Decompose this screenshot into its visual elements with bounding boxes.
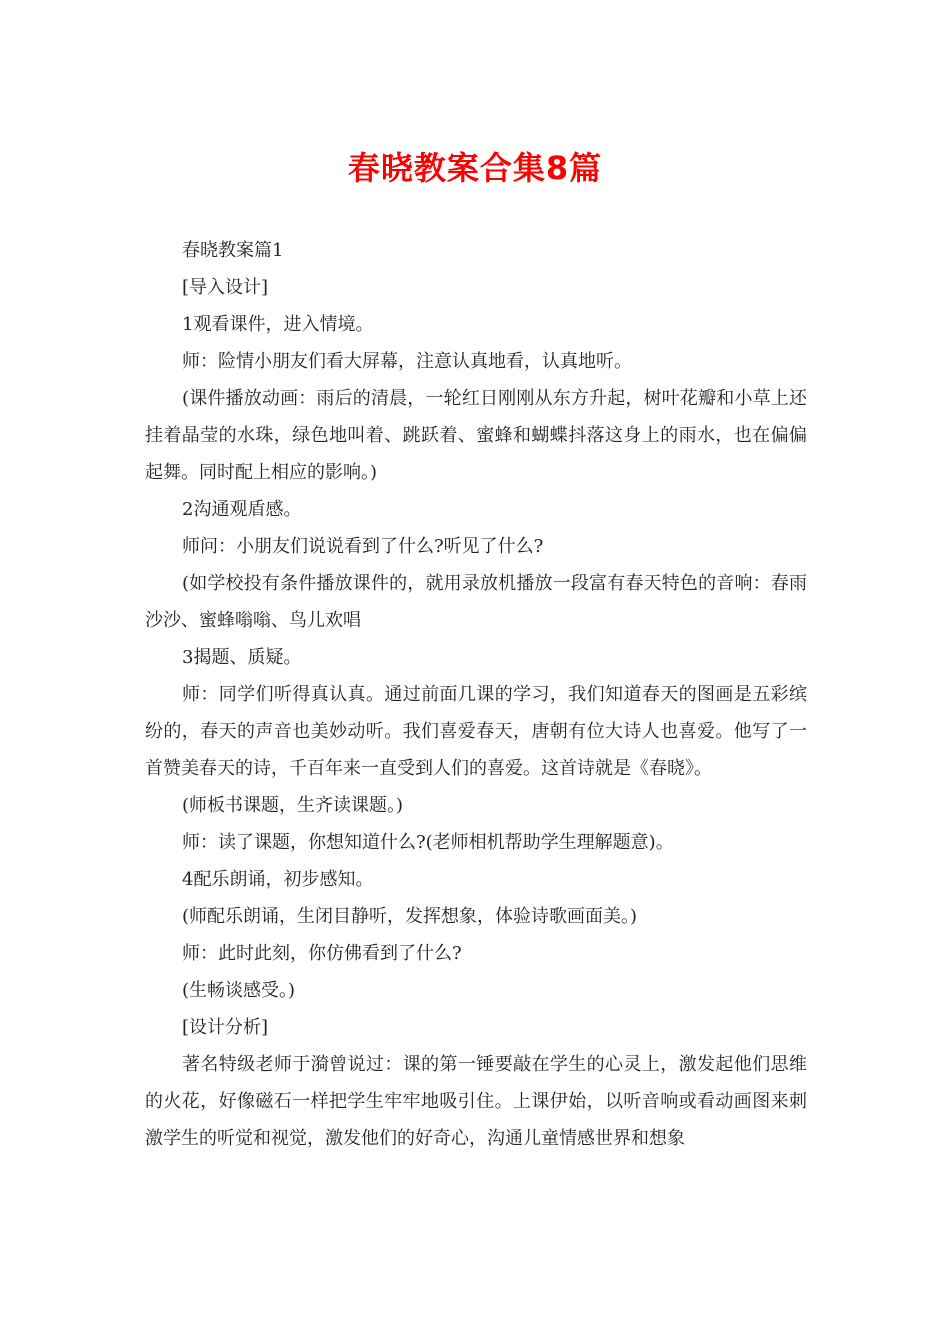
paragraph: (师配乐朗诵，生闭目静听，发挥想象，体验诗歌画面美。) xyxy=(182,906,638,927)
paragraph: 师问：小朋友们说说看到了什么?听见了什么? xyxy=(182,536,544,557)
paragraph: 师：险情小朋友们看大屏幕，注意认真地看，认真地听。 xyxy=(182,351,632,372)
paragraph: (如学校投有条件播放课件的，就用录放机播放一段富有春天特色的音响：春雨沙沙、蜜蜂嗡嗡、鸟儿欢唱 xyxy=(145,573,807,631)
paragraph: (师板书课题，生齐读课题。) xyxy=(182,795,404,816)
section-heading: 春晓教案篇1 xyxy=(182,240,284,261)
paragraph: 师：此时此刻，你仿佛看到了什么? xyxy=(182,943,462,964)
paragraph: 3揭题、质疑。 xyxy=(182,647,302,668)
paragraph: 师：同学们听得真认真。通过前面几课的学习，我们知道春天的图画是五彩缤纷的，春天的声音也美妙动听。我们喜爱春天，唐朝有位大诗人也喜爱。他写了一首赞美春天的诗，千百年来一直受到人们的喜爱。这首诗就是《春晓》。 xyxy=(145,684,807,779)
document-title: 春晓教案合集8篇 xyxy=(347,149,603,187)
paragraph: (课件播放动画：雨后的清晨，一轮红日刚刚从东方升起，树叶花瓣和小草上还挂着晶莹的水珠，绿色地叫着、跳跃着、蜜蜂和蝴蝶抖落这身上的雨水，也在偏偏起舞。同时配上相应的影响。) xyxy=(145,388,807,483)
paragraph: 师：读了课题，你想知道什么?(老师相机帮助学生理解题意)。 xyxy=(182,832,674,853)
document-body xyxy=(145,232,807,1157)
paragraph: 4配乐朗诵，初步感知。 xyxy=(182,869,374,890)
subsection-label: [设计分析] xyxy=(182,1017,269,1038)
paragraph: (生畅谈感受。) xyxy=(182,980,296,1001)
paragraph: 2沟通观盾感。 xyxy=(182,499,302,520)
subsection-label: [导入设计] xyxy=(182,277,269,298)
paragraph: 著名特级老师于漪曾说过：课的第一锤要敲在学生的心灵上，激发起他们思维的火花，好像磁石一样把学生牢牢地吸引住。上课伊始，以听音响或看动画图来刺激学生的听觉和视觉，激发他们的好奇心，沟通儿童情感世界和想象 xyxy=(145,1054,807,1149)
paragraph: 1观看课件，进入情境。 xyxy=(182,314,374,335)
